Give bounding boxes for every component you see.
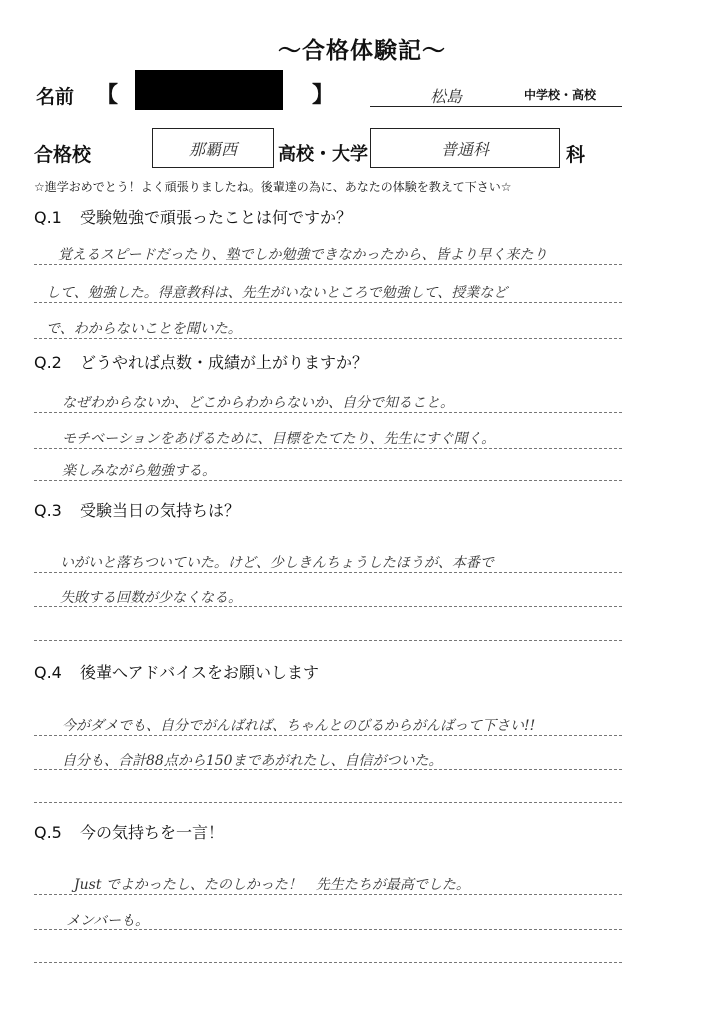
- bracket-close: 】: [312, 83, 335, 108]
- admission-label: 合格校: [34, 144, 92, 166]
- answer-2-line-1: なぜわからないか、どこからわからないか、自分で知ること。: [62, 395, 454, 411]
- answer-line: [34, 929, 622, 930]
- name-label: 名前: [36, 86, 75, 108]
- question-3-text: 受験当日の気持ちは？: [80, 501, 241, 520]
- question-1: [34, 205, 352, 228]
- answer-1-line-1: 覚えるスピードだったり、塾でしか勉強できなかったから、皆より早く来たり: [58, 247, 548, 263]
- question-3: [34, 498, 240, 521]
- question-1-number: Q.1: [34, 208, 62, 227]
- answer-line: [34, 264, 622, 265]
- answer-2-line-2: モチベーションをあげるために、目標をたてたり、先生にすぐ聞く。: [62, 431, 496, 447]
- admitted-school-value: 那覇西: [188, 139, 237, 159]
- answer-4-line-1: 今がダメでも、自分でがんばれば、ちゃんとのびるからがんばって下さい!!: [62, 718, 536, 734]
- answer-5-line-2: メンバーも。: [66, 913, 150, 929]
- answer-line: [34, 480, 622, 481]
- question-3-number: Q.3: [34, 501, 62, 520]
- course-suffix: 科: [566, 144, 586, 166]
- answer-line: [34, 640, 622, 641]
- answer-3-line-2: 失敗する回数が少なくなる。: [60, 590, 242, 606]
- answer-line: [34, 302, 622, 303]
- question-5-number: Q.5: [34, 823, 62, 842]
- answer-4-line-2: 自分も、合計88点から150まであがれたし、自信がついた。: [62, 753, 443, 769]
- admitted-school-box: [152, 128, 274, 168]
- question-2-text: どうやれば点数・成績が上がりますか？: [80, 353, 369, 372]
- course-box: [370, 128, 560, 168]
- answer-line: [34, 769, 622, 770]
- answer-line: [34, 894, 622, 895]
- answer-3-line-1: いがいと落ちついていた。けど、少しきんちょうしたほうが、本番で: [60, 555, 494, 571]
- course-value: 普通科: [440, 139, 489, 159]
- notice-text: ☆進学おめでとう！よく頑張りましたね。後輩達の為に、あなたの体験を教えて下さい☆: [34, 180, 512, 194]
- answer-line: [34, 606, 622, 607]
- page-title: 〜合格体験記〜: [278, 38, 446, 64]
- answer-2-line-3: 楽しみながら勉強する。: [62, 463, 216, 479]
- question-5: [34, 820, 224, 843]
- answer-line: [34, 802, 622, 803]
- question-2: [34, 350, 368, 373]
- question-1-text: 受験勉強で頑張ったことは何ですか？: [80, 208, 353, 227]
- school-type-select-label: 高校・大学: [278, 144, 368, 165]
- answer-line: [34, 338, 622, 339]
- middle-school-name: 松島: [430, 87, 463, 106]
- answer-1-line-2: して、勉強した。得意教科は、先生がいないところで勉強して、授業など: [46, 285, 508, 301]
- answer-line: [34, 962, 622, 963]
- answer-5-line-1: Just でよかったし、たのしかった！ 先生たちが最高でした。: [74, 877, 470, 893]
- name-underline: [370, 106, 622, 107]
- answer-line: [34, 448, 622, 449]
- question-4-text: 後輩へアドバイスをお願いします: [80, 663, 320, 682]
- school-type-label: 中学校・高校: [524, 88, 597, 102]
- redacted-name: [135, 70, 283, 110]
- answer-line: [34, 412, 622, 413]
- answer-line: [34, 572, 622, 573]
- question-5-text: 今の気持ちを一言！: [80, 823, 225, 842]
- question-4: [34, 660, 319, 683]
- bracket-open: 【: [96, 83, 119, 108]
- question-4-number: Q.4: [34, 663, 62, 682]
- answer-line: [34, 735, 622, 736]
- question-2-number: Q.2: [34, 353, 62, 372]
- answer-1-line-3: で、わからないことを聞いた。: [46, 321, 242, 337]
